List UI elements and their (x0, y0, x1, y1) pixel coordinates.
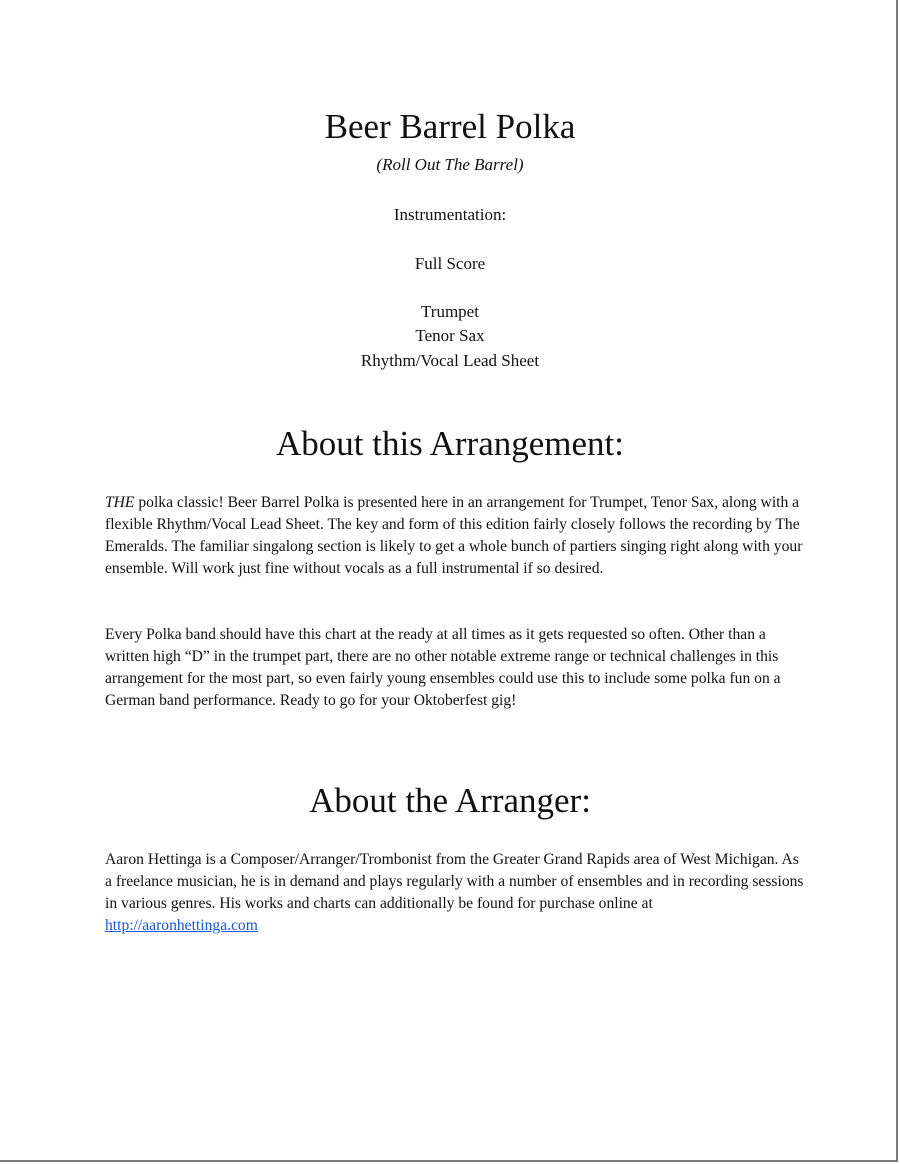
arranger-bio-text: Aaron Hettinga is a Composer/Arranger/Trombonist from the Greater Grand Rapids area of West Michigan. As a freelance musician, he is in demand and plays regularly with a number of ensembles and in recording sessions in various genres. His works and charts can additionally be found for purchase online at (105, 851, 804, 912)
arranger-bio (105, 849, 805, 937)
page-subtitle: (Roll Out The Barrel) (376, 155, 524, 174)
page-title: Beer Barrel Polka (324, 107, 576, 146)
full-score-label: Full Score (414, 254, 486, 273)
emphasis-text: THE (105, 494, 135, 511)
instrument-part: Tenor Sax (415, 326, 485, 345)
instrument-part: Trumpet (421, 302, 479, 321)
arrangement-heading: About this Arrangement: (275, 424, 624, 463)
arranger-heading: About the Arranger: (309, 781, 591, 820)
arranger-website-link[interactable]: http://aaronhettinga.com (105, 917, 258, 934)
arrangement-paragraph-1-text: polka classic! Beer Barrel Polka is presented here in an arrangement for Trumpet, Tenor Sax, along with a flexible Rhythm/Vocal Lead Sheet. The key and form of this edition fairly closely follows the recording by The Emeralds. The familiar singalong section is likely to get a whole bunch of partiers singing right along with your ensemble. Will work just fine without vocals as a full instrumental if so desired. (105, 494, 803, 577)
instrumentation-label: Instrumentation: (393, 205, 507, 224)
arrangement-paragraph-1 (105, 492, 805, 580)
instrument-part: Rhythm/Vocal Lead Sheet (360, 351, 540, 370)
arrangement-paragraph-2: Every Polka band should have this chart at the ready at all times as it gets requested so often. Other than a written high “D” in the trumpet part, there are no other notable extreme range or technical challenges in this arrangement for the most part, so even fairly young ensembles could use this to include some polka fun on a German band performance. Ready to go for your Oktoberfest gig! (105, 626, 781, 709)
